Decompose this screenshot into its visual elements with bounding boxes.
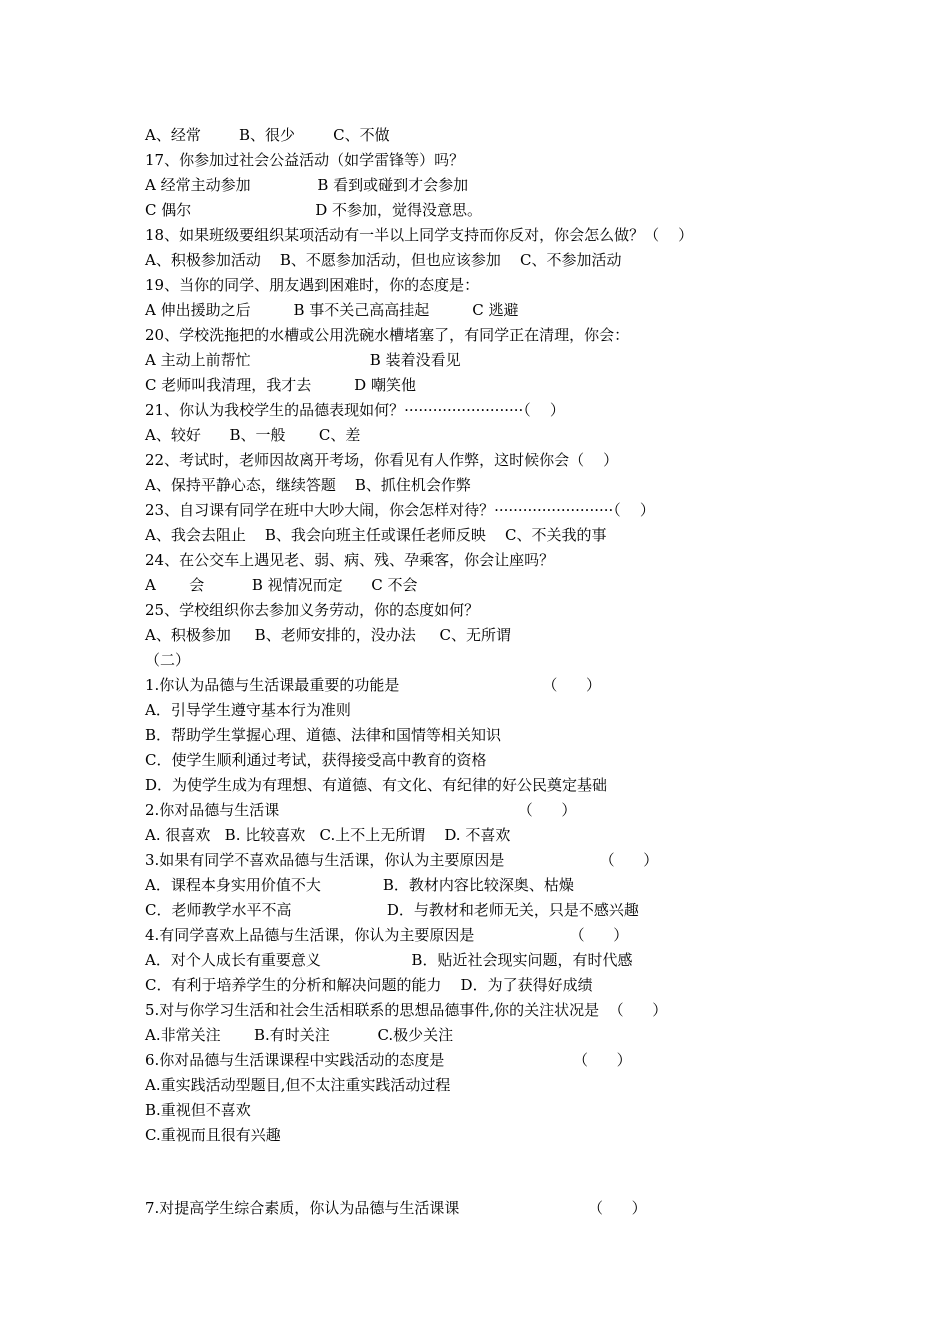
answer-options-22: A、保持平静心态，继续答题 B、抓住机会作弊: [145, 476, 471, 494]
question-s2-4: 4.有同学喜欢上品德与生活课，你认为主要原因是 （ ）: [145, 926, 629, 944]
question-s2-6: 6.你对品德与生活课课程中实践活动的态度是 （ ）: [145, 1051, 632, 1069]
question-25: 25、学校组织你去参加义务劳动，你的态度如何？: [145, 601, 480, 619]
question-17: 17、你参加过社会公益活动（如学雷锋等）吗？: [145, 151, 465, 169]
answer-options-18: A、积极参加活动 B、不愿参加活动，但也应该参加 C、不参加活动: [145, 251, 622, 269]
question-20: 20、学校洗拖把的水槽或公用洗碗水槽堵塞了，有同学正在清理，你会：: [145, 326, 630, 344]
answer-options-17-ab: A 经常主动参加 B 看到或碰到才会参加: [145, 176, 469, 194]
answer-options-s2-2: A. 很喜欢 B. 比较喜欢 C.上不上无所谓 D. 不喜欢: [145, 826, 511, 844]
question-s2-3: 3.如果有同学不喜欢品德与生活课，你认为主要原因是 （ ）: [145, 851, 659, 869]
answer-options-17-cd: C 偶尔 D 不参加，觉得没意思。: [145, 201, 483, 219]
option-s2-1-c: C．使学生顺利通过考试，获得接受高中教育的资格: [145, 751, 487, 769]
answer-options-25: A、积极参加 B、老师安排的，没办法 C、无所谓: [145, 626, 512, 644]
option-s2-6-b: B.重视但不喜欢: [145, 1101, 251, 1119]
question-s2-5: 5.对与你学习生活和社会生活相联系的思想品德事件,你的关注状况是 （ ）: [145, 1001, 668, 1019]
section-heading: （二）: [145, 651, 191, 669]
answer-options-s2-3-ab: A．课程本身实用价值不大 B．教材内容比较深奥、枯燥: [145, 876, 574, 894]
answer-options-20-cd: C 老师叫我清理，我才去 D 嘲笑他: [145, 376, 416, 394]
option-s2-1-b: B．帮助学生掌握心理、道德、法律和国情等相关知识: [145, 726, 502, 744]
question-23: 23、自习课有同学在班中大吵大闹，你会怎样对待？·························（ ）: [145, 501, 655, 519]
question-s2-2: 2.你对品德与生活课 （ ）: [145, 801, 577, 819]
answer-options-24: A 会 B 视情况而定 C 不会: [145, 576, 418, 594]
answer-options-s2-4-ab: A．对个人成长有重要意义 B．贴近社会现实问题，有时代感: [145, 951, 633, 969]
question-19: 19、当你的同学、朋友遇到困难时，你的态度是：: [145, 276, 480, 294]
answer-options-s2-4-cd: C．有利于培养学生的分析和解决问题的能力 D．为了获得好成绩: [145, 976, 593, 994]
answer-options-23: A、我会去阻止 B、我会向班主任或课任老师反映 C、不关我的事: [145, 526, 607, 544]
question-18: 18、如果班级要组织某项活动有一半以上同学支持而你反对，你会怎么做？（ ）: [145, 226, 694, 244]
question-24: 24、在公交车上遇见老、弱、病、残、孕乘客，你会让座吗？: [145, 551, 555, 569]
option-s2-1-a: A．引导学生遵守基本行为准则: [145, 701, 351, 719]
question-s2-7: 7.对提高学生综合素质，你认为品德与生活课课 （ ）: [145, 1199, 647, 1217]
option-s2-6-a: A.重实践活动型题目,但不太注重实践活动过程: [145, 1076, 451, 1094]
option-s2-6-c: C.重视而且很有兴趣: [145, 1126, 281, 1144]
answer-options-19: A 伸出援助之后 B 事不关己高高挂起 C 逃避: [145, 301, 519, 319]
question-s2-1: 1.你认为品德与生活课最重要的功能是 （ ）: [145, 676, 601, 694]
answer-options-16: A、经常 B、很少 C、不做: [145, 126, 390, 144]
option-s2-1-d: D．为使学生成为有理想、有道德、有文化、有纪律的好公民奠定基础: [145, 776, 608, 794]
answer-options-s2-5: A.非常关注 B.有时关注 C.极少关注: [145, 1026, 454, 1044]
question-21: 21、你认为我校学生的品德表现如何？·························（ ）: [145, 401, 565, 419]
answer-options-21: A、较好 B、一般 C、差: [145, 426, 361, 444]
answer-options-20-ab: A 主动上前帮忙 B 装着没看见: [145, 351, 461, 369]
answer-options-s2-3-cd: C．老师教学水平不高 D．与教材和老师无关，只是不感兴趣: [145, 901, 639, 919]
question-22: 22、考试时，老师因故离开考场，你看见有人作弊，这时候你会（ ）: [145, 451, 619, 469]
